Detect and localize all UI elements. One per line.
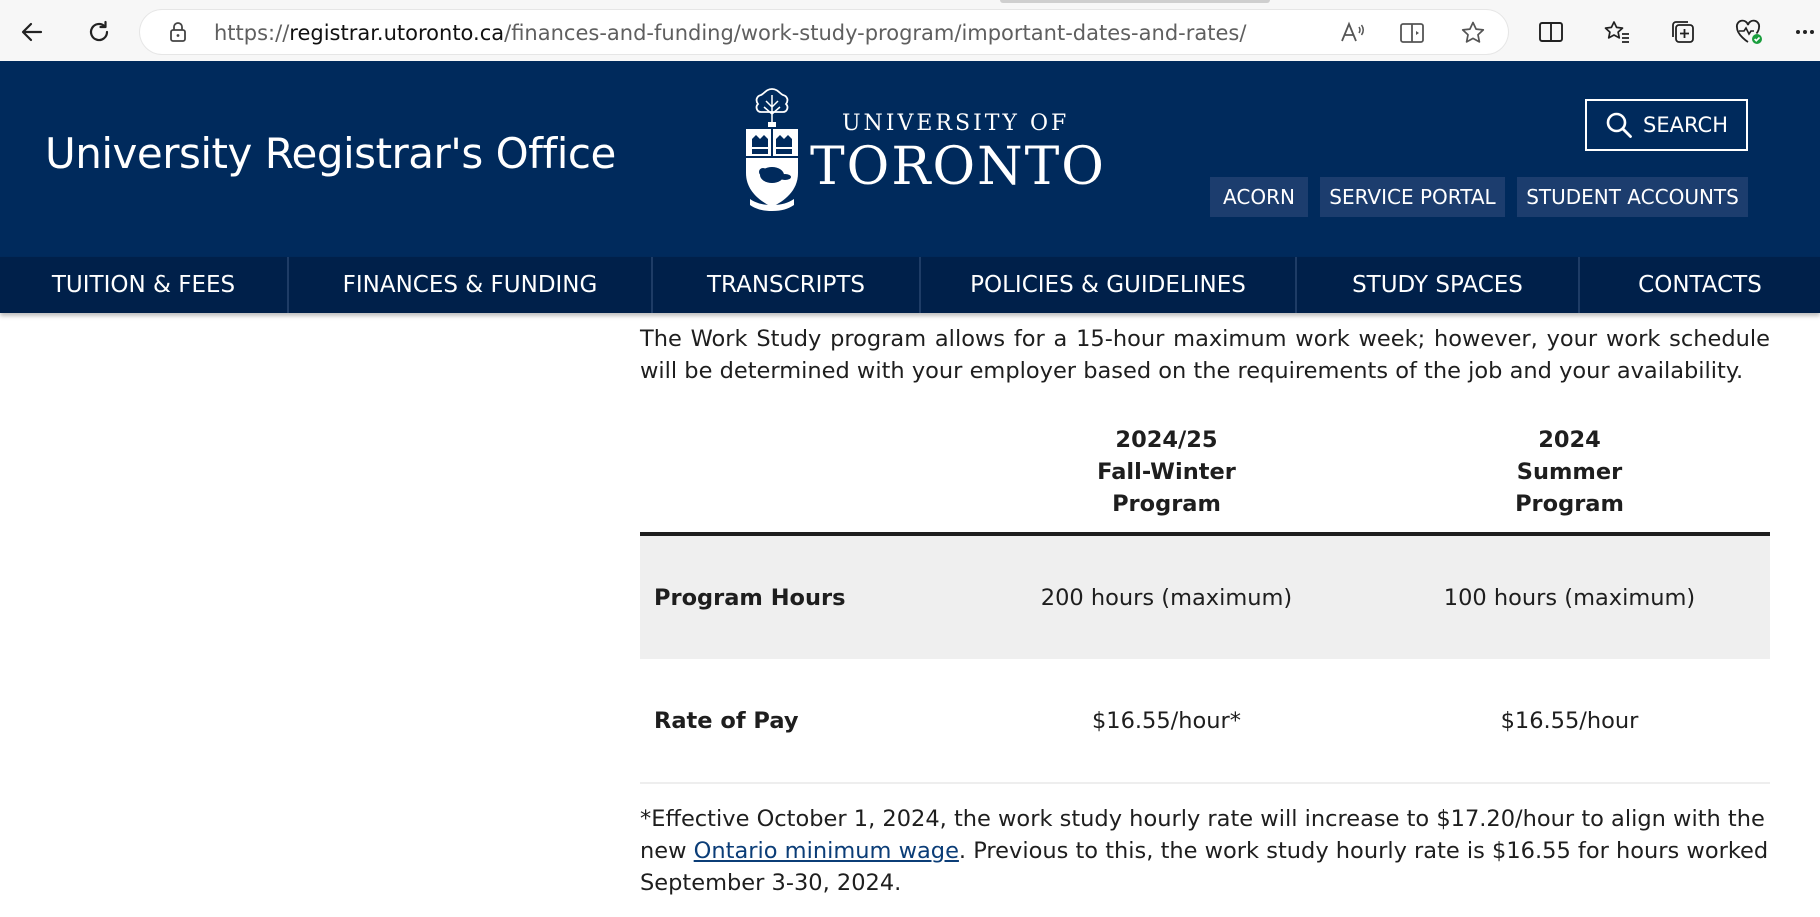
table-row bbox=[640, 659, 1770, 783]
cell-fall-winter-hours: 200 hours (maximum) bbox=[964, 534, 1369, 659]
table-header-fall-winter: 2024/25 Fall-Winter Program bbox=[964, 424, 1369, 534]
refresh-icon[interactable] bbox=[79, 12, 119, 52]
address-bar[interactable] bbox=[140, 10, 1508, 54]
nav-tuition-fees[interactable]: TUITION & FEES bbox=[0, 257, 289, 313]
logo-university-of: UNIVERSITY OF bbox=[842, 111, 1070, 136]
student-accounts-link[interactable]: STUDENT ACCOUNTS bbox=[1517, 177, 1748, 217]
row-label-rate-of-pay: Rate of Pay bbox=[640, 659, 964, 783]
collections-icon[interactable] bbox=[1663, 12, 1703, 52]
browser-toolbar bbox=[0, 0, 1820, 62]
nav-policies-guidelines[interactable]: POLICIES & GUIDELINES bbox=[921, 257, 1297, 313]
cell-fall-winter-rate: $16.55/hour* bbox=[964, 659, 1369, 783]
split-screen-icon[interactable] bbox=[1531, 12, 1571, 52]
site-title[interactable]: University Registrar's Office bbox=[45, 129, 616, 178]
search-icon bbox=[1605, 111, 1633, 139]
immersive-reader-icon[interactable] bbox=[1398, 18, 1428, 48]
table-header-row bbox=[640, 424, 1770, 534]
lock-icon[interactable] bbox=[168, 21, 188, 47]
rates-table bbox=[640, 424, 1770, 784]
nav-study-spaces[interactable]: STUDY SPACES bbox=[1297, 257, 1580, 313]
favorites-icon[interactable] bbox=[1597, 12, 1637, 52]
nav-finances-funding[interactable]: FINANCES & FUNDING bbox=[289, 257, 653, 313]
url-text[interactable]: https://registrar.utoronto.ca/finances-and-funding/work-study-program/important-dates-and-rates/ bbox=[214, 21, 1247, 45]
search-label: SEARCH bbox=[1643, 113, 1728, 137]
nav-contacts[interactable]: CONTACTS bbox=[1638, 272, 1762, 298]
crest-icon bbox=[742, 87, 802, 211]
browser-essentials-icon[interactable] bbox=[1729, 12, 1769, 52]
tab-strip-edge bbox=[1000, 0, 1270, 3]
ontario-minimum-wage-link[interactable]: Ontario minimum wage bbox=[693, 838, 959, 864]
cell-summer-rate: $16.55/hour bbox=[1369, 659, 1770, 783]
intro-paragraph: The Work Study program allows for a 15-hour maximum work week; however, your work schedule will be determined with your employer based on the requirements of the job and your availability. bbox=[640, 326, 1770, 384]
acorn-link[interactable]: ACORN bbox=[1210, 177, 1308, 217]
read-aloud-icon[interactable] bbox=[1338, 18, 1368, 48]
nav-transcripts[interactable]: TRANSCRIPTS bbox=[653, 257, 921, 313]
table-header-empty bbox=[640, 424, 964, 534]
back-icon[interactable] bbox=[12, 12, 52, 52]
logo-toronto: TORONTO bbox=[810, 137, 1106, 197]
favorite-star-icon[interactable] bbox=[1458, 18, 1488, 48]
search-button[interactable] bbox=[1585, 99, 1748, 151]
cell-summer-hours: 100 hours (maximum) bbox=[1369, 534, 1770, 659]
university-logo[interactable] bbox=[742, 87, 1106, 215]
table-row bbox=[640, 534, 1770, 659]
more-options-icon[interactable] bbox=[1790, 12, 1820, 52]
service-portal-link[interactable]: SERVICE PORTAL bbox=[1320, 177, 1505, 217]
main-navigation bbox=[0, 257, 1820, 313]
row-label-program-hours: Program Hours bbox=[640, 534, 964, 659]
main-content bbox=[640, 323, 1770, 896]
site-header bbox=[0, 61, 1820, 257]
footnote-paragraph: *Effective October 1, 2024, the work study hourly rate will increase to $17.20/hour to align with the new Ontario minimum wage. Previous to this, the work study hourly rate is $16.55 for hours worked September 3-30, 2024. bbox=[640, 806, 1769, 896]
table-header-summer: 2024 Summer Program bbox=[1369, 424, 1770, 534]
